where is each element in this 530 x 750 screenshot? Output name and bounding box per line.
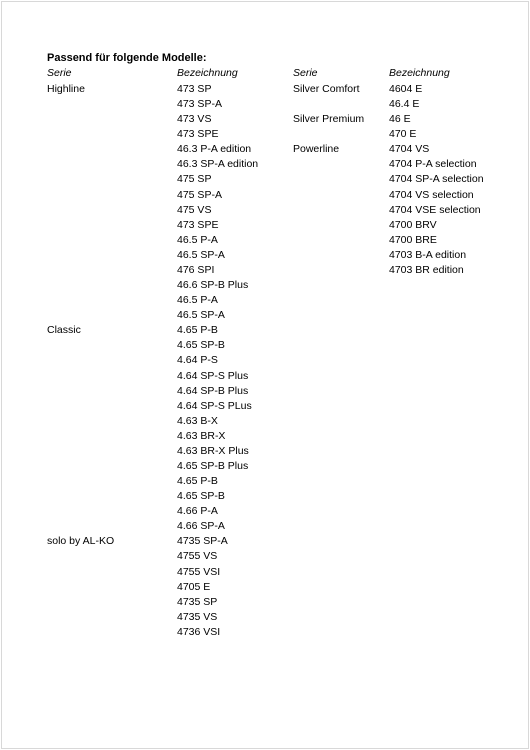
- left-model-designation: 4.64 SP-S PLus: [177, 399, 252, 412]
- header-right-bezeichnung: Bezeichnung: [389, 67, 450, 79]
- left-model-designation: 46.3 SP-A edition: [177, 158, 259, 171]
- right-model-designation: 4703 BR edition: [389, 263, 464, 276]
- right-model-designation: 4703 B-A edition: [389, 248, 467, 261]
- right-model-designation: 4704 VSE selection: [389, 203, 481, 216]
- right-model-designation: 470 E: [389, 128, 417, 141]
- right-model-designation: 4604 E: [389, 83, 423, 95]
- left-model-designation: 4.66 P-A: [177, 505, 218, 518]
- header-right-serie: Serie: [293, 67, 318, 79]
- left-model-designation: 4755 VS: [177, 550, 218, 563]
- left-model-designation: 4.63 B-X: [177, 414, 218, 427]
- left-model-designation: 475 SP: [177, 173, 212, 186]
- left-model-designation: 476 SPI: [177, 263, 215, 276]
- left-model-designation: 473 SPE: [177, 128, 219, 141]
- left-model-designation: 4.65 SP-B: [177, 339, 225, 352]
- left-model-designation: 4.64 P-S: [177, 354, 218, 367]
- left-model-designation: 4735 SP-A: [177, 535, 228, 548]
- header-left-serie: Serie: [47, 67, 72, 79]
- left-model-designation: 473 SP-A: [177, 98, 222, 111]
- left-model-designation: 4705 E: [177, 580, 211, 593]
- left-model-designation: 46.3 P-A edition: [177, 143, 252, 156]
- left-model-designation: 4.63 BR-X Plus: [177, 444, 249, 457]
- left-serie-label: solo by AL-KO: [47, 535, 115, 548]
- left-model-designation: 473 SPE: [177, 218, 219, 231]
- left-model-designation: 473 VS: [177, 113, 212, 126]
- left-model-designation: 46.5 SP-A: [177, 248, 225, 261]
- right-model-designation: 4704 VS selection: [389, 188, 474, 201]
- left-model-designation: 4.65 P-B: [177, 324, 218, 337]
- left-serie-label: Classic: [47, 324, 81, 337]
- left-model-designation: 4.65 SP-B Plus: [177, 460, 249, 472]
- left-model-designation: 473 SP: [177, 83, 212, 95]
- right-model-designation: 46.4 E: [389, 98, 420, 111]
- page-border: [1, 1, 529, 749]
- right-model-designation: 4704 P-A selection: [389, 158, 477, 171]
- left-model-designation: 4.65 SP-B: [177, 490, 225, 503]
- left-model-designation: 475 VS: [177, 203, 212, 216]
- right-model-designation: 4700 BRE: [389, 233, 437, 246]
- header-left-bezeichnung: Bezeichnung: [177, 67, 238, 79]
- right-serie-label: Silver Comfort: [293, 83, 360, 95]
- left-model-designation: 4735 VS: [177, 610, 218, 623]
- left-serie-label: Highline: [47, 83, 85, 95]
- left-model-designation: 46.6 SP-B Plus: [177, 279, 249, 292]
- left-model-designation: 4.66 SP-A: [177, 520, 225, 533]
- right-model-designation: 4704 VS: [389, 143, 430, 156]
- left-model-designation: 46.5 P-A: [177, 294, 218, 307]
- left-model-designation: 475 SP-A: [177, 188, 222, 201]
- left-model-designation: 4755 VSI: [177, 565, 221, 578]
- right-model-designation: 46 E: [389, 113, 411, 126]
- left-model-designation: 46.5 P-A: [177, 233, 218, 246]
- left-model-designation: 4736 VSI: [177, 625, 221, 638]
- left-model-designation: 46.5 SP-A: [177, 309, 225, 322]
- page-title: Passend für folgende Modelle:: [47, 52, 207, 64]
- left-model-designation: 4.63 BR-X: [177, 429, 226, 442]
- right-serie-label: Silver Premium: [293, 113, 365, 126]
- right-model-designation: 4700 BRV: [389, 218, 437, 231]
- right-model-designation: 4704 SP-A selection: [389, 173, 484, 186]
- left-model-designation: 4.64 SP-S Plus: [177, 369, 249, 382]
- left-model-designation: 4735 SP: [177, 595, 218, 608]
- left-model-designation: 4.64 SP-B Plus: [177, 384, 249, 397]
- right-serie-label: Powerline: [293, 143, 340, 156]
- left-model-designation: 4.65 P-B: [177, 475, 218, 488]
